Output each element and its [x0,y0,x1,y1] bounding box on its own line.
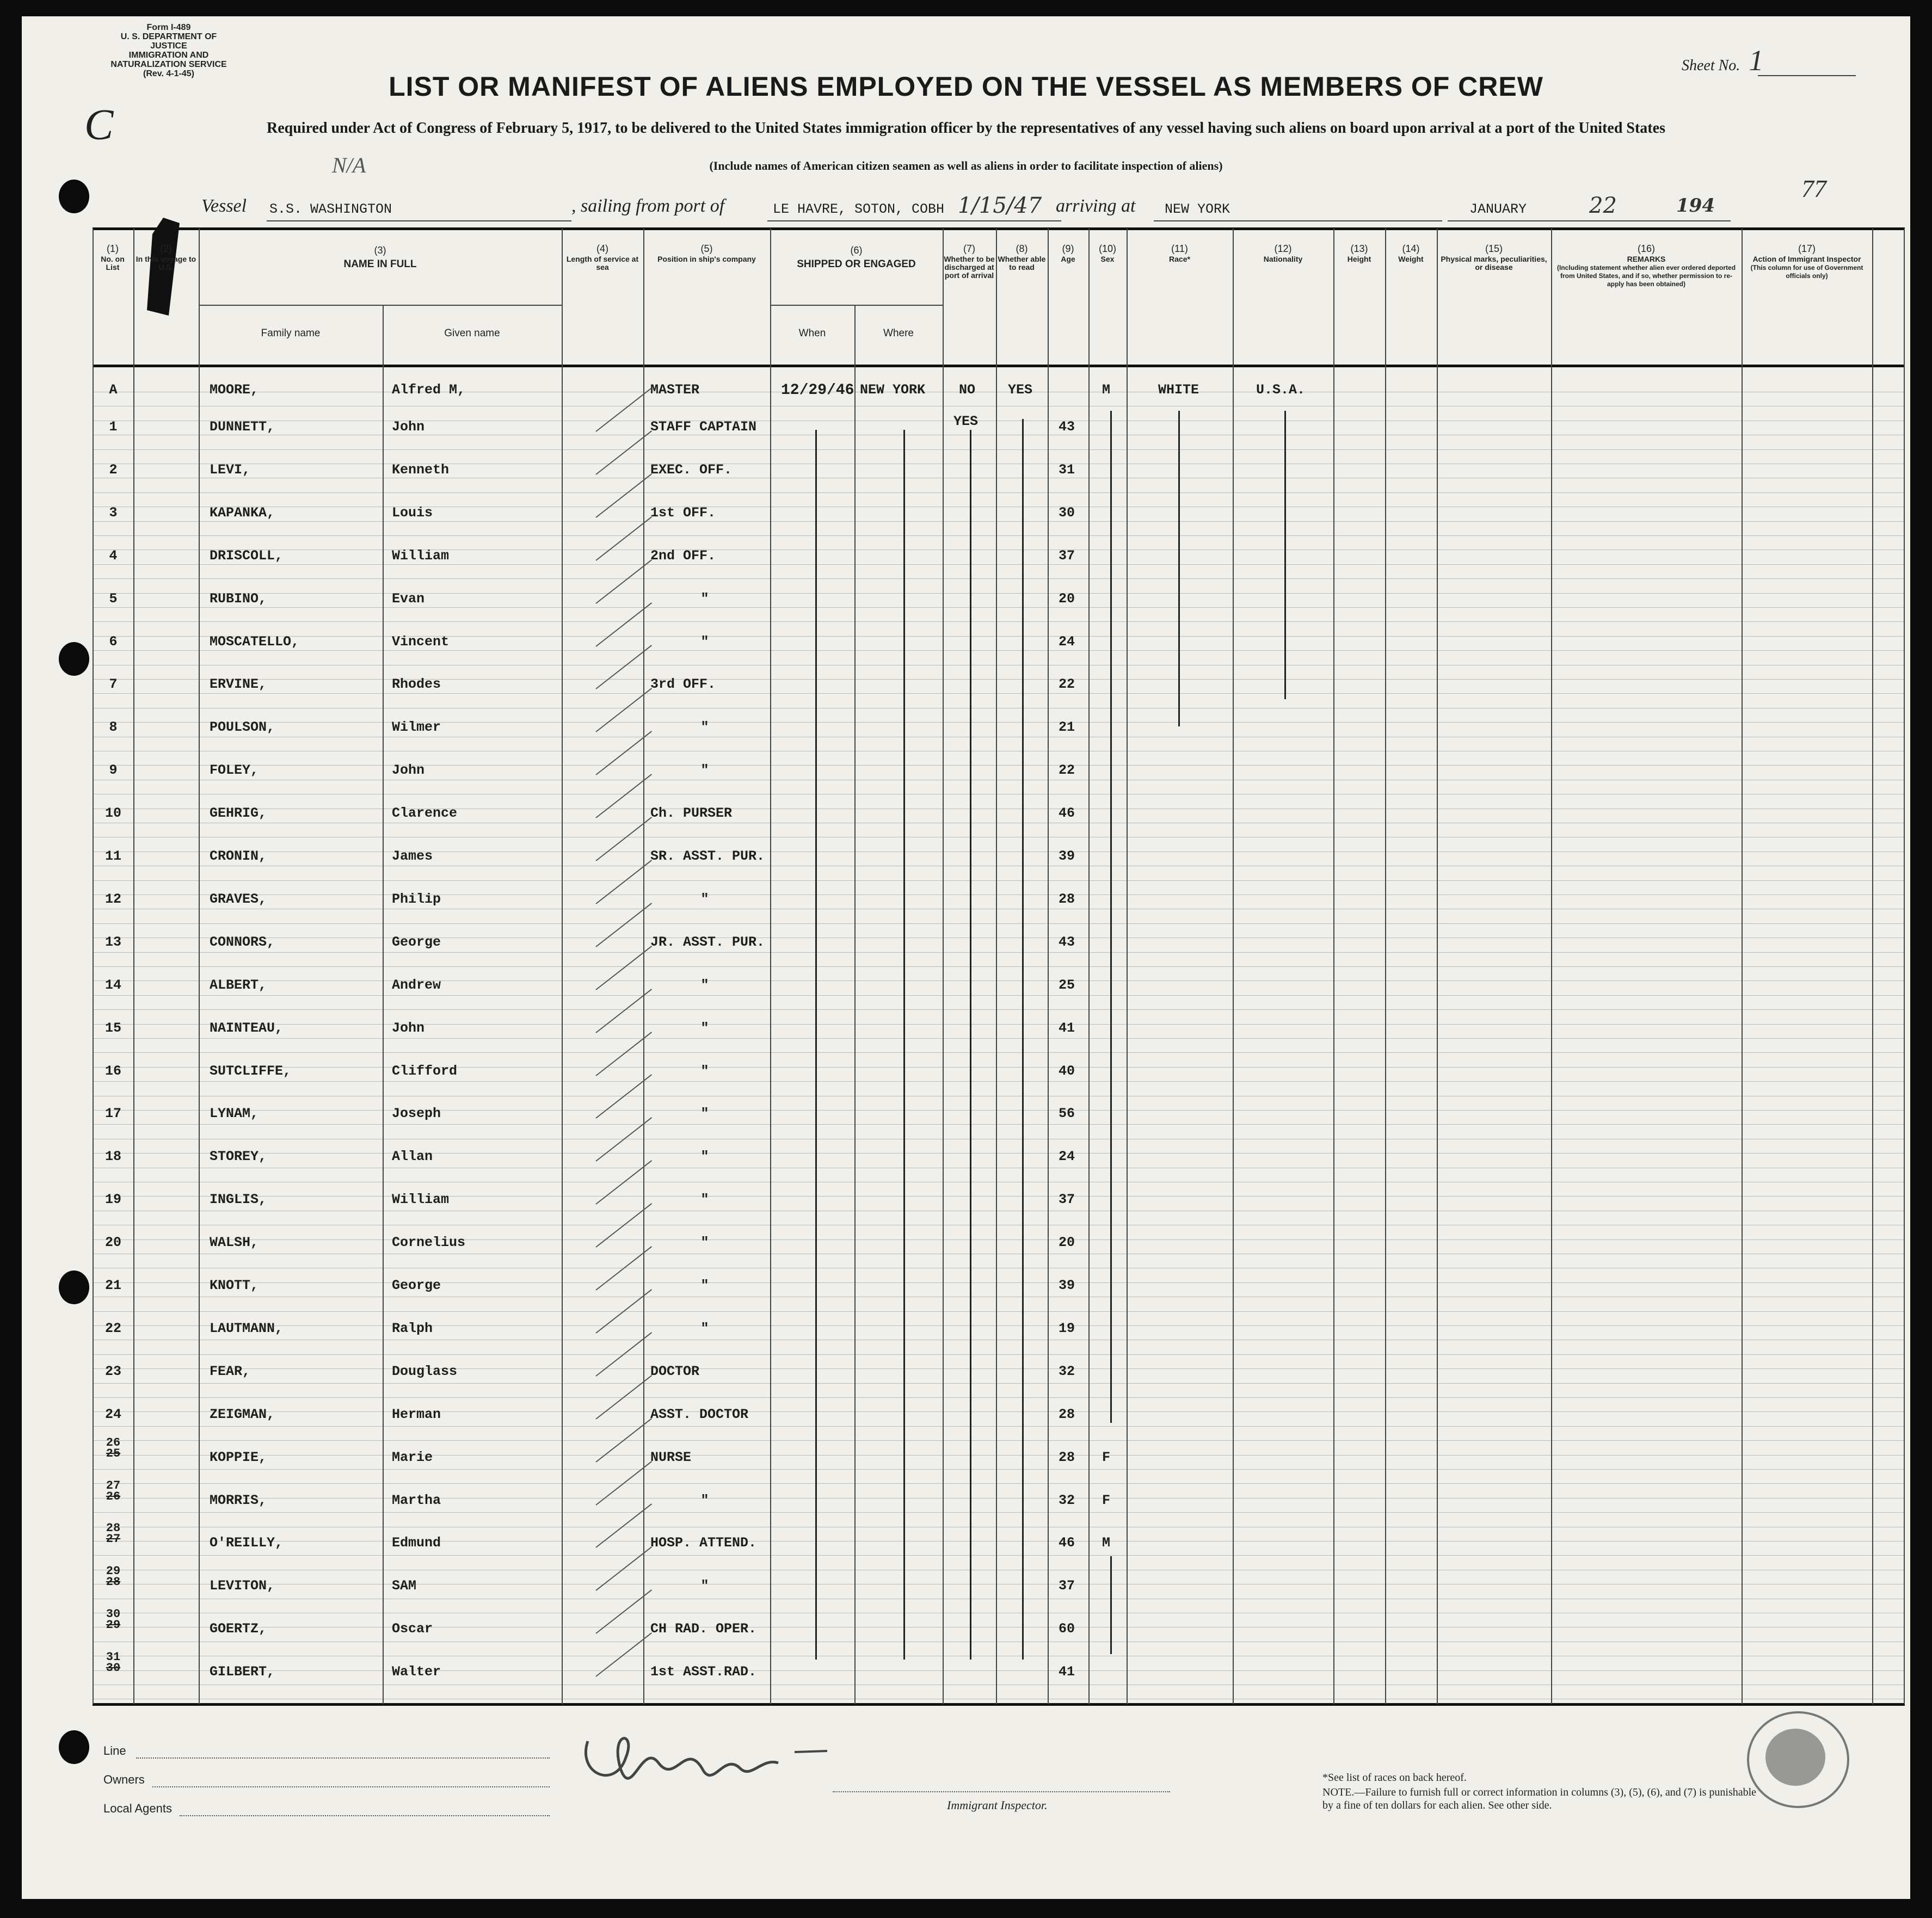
position: " [700,1321,709,1336]
rule-line [93,1124,1905,1125]
age: 25 [1058,977,1075,993]
row-number [97,1609,130,1631]
row-number-new: 27 [106,1479,121,1493]
row-number-new: 30 [106,1607,121,1621]
age: 41 [1058,1020,1075,1036]
position: " [700,977,709,993]
age: 40 [1058,1063,1075,1079]
family-name: STOREY, [210,1149,267,1164]
age: 28 [1058,1450,1075,1465]
given-name: Evan [392,591,425,607]
row-number-new: 29 [106,1564,121,1578]
row-a-discharged: NO [959,382,976,398]
row-number: 6 [109,634,118,650]
rule-line [93,1670,1905,1671]
arrival-month: JANUARY [1469,201,1527,217]
position: " [700,591,709,607]
vessel-label: Vessel [201,196,247,216]
given-name: Walter [392,1664,441,1680]
position: NURSE [650,1450,692,1465]
rule-line [93,1311,1905,1312]
family-name: GEHRIG, [210,805,267,821]
age: 46 [1058,805,1075,821]
rule-line [93,449,1905,450]
row-number: 22 [104,1321,121,1336]
rule-line [93,1354,1905,1355]
row-number: 5 [109,591,118,607]
rule-line [93,636,1905,637]
col13-header: (13) Height [1347,243,1371,263]
given-name: Philip [392,891,441,907]
punch-hole [59,180,89,213]
age: 37 [1058,548,1075,564]
family-name: FOLEY, [210,762,259,778]
family-name: MOSCATELLO, [210,634,300,650]
family-name: LAUTMANN, [210,1321,284,1336]
given-name: Cornelius [392,1235,466,1250]
row-number: 17 [104,1106,121,1121]
row-number: 20 [104,1235,121,1250]
given-name: John [392,762,425,778]
rule-line [93,1052,1905,1053]
position: ASST. DOCTOR [650,1407,749,1422]
row-number: 7 [109,676,118,692]
given-name: William [392,1192,450,1207]
given-name: Herman [392,1407,441,1422]
family-name: CRONIN, [210,848,267,864]
ditto-line [903,430,905,1660]
rule-line [93,650,1905,651]
rule-line [93,1483,1905,1484]
ditto-line [815,430,817,1660]
row-a-race: WHITE [1158,382,1199,398]
given-name: Marie [392,1450,433,1465]
sailing-date: 1/15/47 [958,193,1042,218]
col11-header: (11) Race* [1169,243,1190,263]
family-name: MORRIS, [210,1493,267,1508]
given-name: Clarence [392,805,458,821]
row-number: 23 [104,1364,121,1379]
family-name: FEAR, [210,1364,251,1379]
age: 19 [1058,1321,1075,1336]
sex: F [1102,1493,1111,1508]
family-name: INGLIS, [210,1192,267,1207]
row-number: 12 [104,891,121,907]
rule-line [93,1512,1905,1513]
col16-header: (16) REMARKS (Including statement whether alien ever ordered deported from United States, and if so, whether permission to re-apply has been obtained) [1556,243,1736,288]
rule-line [93,1325,1905,1326]
rule-line [93,1081,1905,1082]
row-number: 19 [104,1192,121,1207]
position: 1st ASST.RAD. [650,1664,757,1680]
rule-line [93,923,1905,924]
row-number: 10 [104,805,121,821]
col10-header: (10) Sex [1098,243,1116,263]
sex: M [1102,1535,1111,1551]
given-name: Andrew [392,977,441,993]
rule-line [93,1038,1905,1039]
age: 32 [1058,1493,1075,1508]
age: 32 [1058,1364,1075,1379]
row-number: 21 [104,1278,121,1293]
arriving-label: arriving at [1056,196,1136,216]
when-header: When [798,328,826,339]
position: " [700,1020,709,1036]
family-name: KOPPIE, [210,1450,267,1465]
row-a-sex: M [1102,382,1111,398]
sex: F [1102,1450,1111,1465]
family-name: NAINTEAU, [210,1020,284,1036]
row-number: 16 [104,1063,121,1079]
col9-header: (9) Age [1061,243,1075,263]
manifest-sheet [22,16,1910,1899]
family-name: LYNAM, [210,1106,259,1121]
row-a-given: Alfred M, [392,382,466,398]
row-number-new: 31 [106,1650,121,1664]
row-number [97,1438,130,1459]
age: 60 [1058,1621,1075,1637]
position: " [700,634,709,650]
col12-header: (12) Nationality [1263,243,1303,263]
rule-line [93,880,1905,881]
row-a-read: YES [1008,382,1033,398]
ditto-line [1284,411,1286,699]
form-service: IMMIGRATION AND NATURALIZATION SERVICE [110,51,227,69]
rule-line [93,607,1905,608]
position: SR. ASST. PUR. [650,848,765,864]
rule-line [93,679,1905,680]
rule-line [93,1196,1905,1197]
given-name: Joseph [392,1106,441,1121]
position: " [700,762,709,778]
position: " [700,1578,709,1594]
row-number: 18 [104,1149,121,1164]
given-name: Kenneth [392,462,450,478]
row-1-discharged: YES [953,414,979,429]
position: " [700,891,709,907]
rule-line [93,1555,1905,1556]
page-title: LIST OR MANIFEST OF ALIENS EMPLOYED ON THE VESSEL AS MEMBERS OF CREW [389,71,1543,102]
footnote-races: *See list of races on back hereof. [1322,1772,1467,1784]
family-name: GOERTZ, [210,1621,267,1637]
position: " [700,1063,709,1079]
col1-header: (1) No. on List [101,243,125,272]
row-number: 2 [109,462,118,478]
row-a-no: A [109,382,118,398]
rule-line [93,535,1905,536]
rule-line [93,1239,1905,1240]
col8-header: (8) Whether able to read [998,243,1046,272]
col2-header: (2) In this voyage to U.S. [136,243,196,272]
family-name: ZEIGMAN, [210,1407,275,1422]
family-name: CONNORS, [210,934,275,950]
row-number: 8 [109,719,118,735]
position: DOCTOR [650,1364,700,1379]
row-number: 4 [109,548,118,564]
row-number [97,1523,130,1545]
given-name: Douglass [392,1364,458,1379]
family-name: WALSH, [210,1235,259,1250]
rule-line [93,1469,1905,1470]
ditto-line [1022,419,1024,1660]
sailing-ports: LE HAVRE, SOTON, COBH [773,201,945,217]
row-number-struck: 29 [106,1618,121,1632]
age: 56 [1058,1106,1075,1121]
form-number: Form I-489 [146,23,191,32]
given-name: Martha [392,1493,441,1508]
age: 22 [1058,676,1075,692]
row-number: 11 [104,848,121,864]
position: Ch. PURSER [650,805,733,821]
port-stamp [1747,1711,1849,1808]
rule-line [93,1397,1905,1398]
family-name: ALBERT, [210,977,267,993]
position: STAFF CAPTAIN [650,419,757,435]
family-name-header: Family name [261,328,321,339]
ditto-line [1178,411,1180,726]
row-a-where: NEW YORK [860,382,926,398]
given-name: John [392,1020,425,1036]
arrival-year: 194 [1676,195,1715,217]
rule-line [93,1411,1905,1412]
row-number-struck: 27 [106,1532,121,1546]
row-number-struck: 30 [106,1661,121,1675]
rule-line [93,1024,1905,1025]
rule-line [93,1455,1905,1456]
position: " [700,1192,709,1207]
col6-header: (6) SHIPPED OR ENGAGED [797,245,916,270]
family-name: DUNNETT, [210,419,275,435]
rule-line [93,980,1905,981]
given-name: Wilmer [392,719,441,735]
position: " [700,719,709,735]
position: CH RAD. OPER. [650,1621,757,1637]
position: 1st OFF. [650,505,716,521]
footnote-penalty: NOTE.—Failure to furnish full or correct information in columns (3), (5), (6), and (7) is punishable by a fine of ten dollars for each alien. See other side. [1322,1786,1757,1811]
punch-hole [59,642,89,676]
row-number: 3 [109,505,118,521]
ditto-line [1110,1556,1112,1654]
position: 3rd OFF. [650,676,716,692]
family-name: LEVI, [210,462,251,478]
row-a-position: MASTER [650,382,700,398]
family-name: ERVINE, [210,676,267,692]
rule-line [93,492,1905,493]
given-name: Ralph [392,1321,433,1336]
col14-header: (14) Weight [1398,243,1424,263]
handwritten-na: N/A [332,153,366,177]
row-number: 1 [109,419,118,435]
rule-line [93,621,1905,622]
position: " [700,1149,709,1164]
age: 41 [1058,1664,1075,1680]
given-name: Rhodes [392,676,441,692]
row-number: 24 [104,1407,121,1422]
rule-line [93,1153,1905,1154]
position: HOSP. ATTEND. [650,1535,757,1551]
age: 30 [1058,505,1075,521]
rule-line [93,578,1905,579]
rule-line [93,995,1905,996]
row-number [97,1481,130,1502]
given-name: Louis [392,505,433,521]
sailing-label: , sailing from port of [571,196,725,216]
age: 22 [1058,762,1075,778]
age: 43 [1058,419,1075,435]
given-name: John [392,419,425,435]
vessel-line [201,196,247,217]
given-name: George [392,934,441,950]
rule-line [93,693,1905,694]
position: " [700,1235,709,1250]
family-name: GRAVES, [210,891,267,907]
sheet-label: Sheet No. [1682,57,1740,74]
footer-agents-label: Local Agents [103,1802,172,1815]
ditto-line [1110,411,1112,1423]
rule-line [93,966,1905,967]
row-number [97,1566,130,1588]
rule-line [93,521,1905,522]
family-name: O'REILLY, [210,1535,284,1551]
family-name: GILBERT, [210,1664,275,1680]
rule-line [93,1440,1905,1441]
inspector-signature [566,1709,849,1817]
position: 2nd OFF. [650,548,716,564]
form-id [103,23,234,78]
given-name: Vincent [392,634,450,650]
arrival-day: 22 [1589,193,1617,218]
given-name: Edmund [392,1535,441,1551]
given-name: Allan [392,1149,433,1164]
punch-hole [59,1730,89,1764]
rule-line [93,1426,1905,1427]
position: EXEC. OFF. [650,462,733,478]
col4-header: (4) Length of service at sea [566,243,639,272]
age: 20 [1058,591,1075,607]
family-name: SUTCLIFFE, [210,1063,292,1079]
age: 39 [1058,1278,1075,1293]
rule-line [93,1282,1905,1283]
rule-line [93,1110,1905,1111]
rule-line [93,952,1905,953]
page-subtitle: Required under Act of Congress of February 5, 1917, to be delivered to the United States immigration officer by the representatives of any vessel having such aliens on board upon arrival at a port of the United States [267,120,1665,137]
col7-header: (7) Whether to be discharged at port of arrival [944,243,995,280]
family-name: POULSON, [210,719,275,735]
where-header: Where [883,328,914,339]
age: 37 [1058,1192,1075,1207]
age: 37 [1058,1578,1075,1594]
given-name: Clifford [392,1063,458,1079]
family-name: DRISCOLL, [210,548,284,564]
row-a-nationality: U.S.A. [1256,382,1306,398]
age: 28 [1058,891,1075,907]
vessel-name: S.S. WASHINGTON [269,201,392,217]
row-number: 13 [104,934,121,950]
rule-line [93,1009,1905,1010]
row-number [97,1652,130,1674]
row-number: 15 [104,1020,121,1036]
row-number: 9 [109,762,118,778]
form-rev: (Rev. 4-1-45) [143,69,194,78]
sheet-value: 1 [1749,44,1764,77]
row-number: 14 [104,977,121,993]
footer-owners-label: Owners [103,1773,145,1786]
family-name: RUBINO, [210,591,267,607]
rule-line [93,765,1905,766]
footer-inspector-label: Immigrant Inspector. [947,1798,1048,1812]
corner-note: 77 [1801,175,1826,202]
rule-line [93,1067,1905,1068]
given-name: SAM [392,1578,417,1594]
ditto-line [970,430,971,1660]
row-number-struck: 26 [106,1490,121,1503]
row-number-new: 26 [106,1436,121,1450]
punch-hole [59,1271,89,1304]
position: " [700,1493,709,1508]
given-name: James [392,848,433,864]
position: " [700,1106,709,1121]
row-number-new: 28 [106,1521,121,1535]
position: " [700,1278,709,1293]
row-number-struck: 25 [106,1447,121,1460]
footer-line-label: Line [103,1744,126,1757]
family-name: LEVITON, [210,1578,275,1594]
age: 31 [1058,462,1075,478]
age: 39 [1058,848,1075,864]
col5-header: (5) Position in ship's company [657,243,756,263]
family-name: KAPANKA, [210,505,275,521]
age: 28 [1058,1407,1075,1422]
given-name: George [392,1278,441,1293]
given-name: William [392,548,450,564]
given-name-header: Given name [444,328,500,339]
row-a-when: 12/29/46 [781,382,854,399]
col17-header: (17) Action of Immigrant Inspector (This column for use of Government officials only) [1750,243,1863,280]
rule-line [93,564,1905,565]
rule-line [93,722,1905,723]
age: 46 [1058,1535,1075,1551]
handwritten-c: C [84,101,114,149]
row-number-struck: 28 [106,1575,121,1589]
rule-line [93,1368,1905,1369]
age: 43 [1058,934,1075,950]
arrival-port: NEW YORK [1165,201,1230,217]
rule-line [93,1383,1905,1384]
col15-header: (15) Physical marks, peculiarities, or disease [1441,243,1547,272]
age: 24 [1058,1149,1075,1164]
include-note: (Include names of American citizen seamen as well as aliens in order to facilitate inspection of aliens) [709,159,1223,172]
age: 24 [1058,634,1075,650]
given-name: Oscar [392,1621,433,1637]
rule-line [93,593,1905,594]
row-a-family: MOORE, [210,382,259,398]
position: JR. ASST. PUR. [650,934,765,950]
age: 20 [1058,1235,1075,1250]
col3-header: (3) NAME IN FULL [343,245,417,270]
age: 21 [1058,719,1075,735]
form-dept: U. S. DEPARTMENT OF JUSTICE [120,32,217,51]
family-name: KNOTT, [210,1278,259,1293]
